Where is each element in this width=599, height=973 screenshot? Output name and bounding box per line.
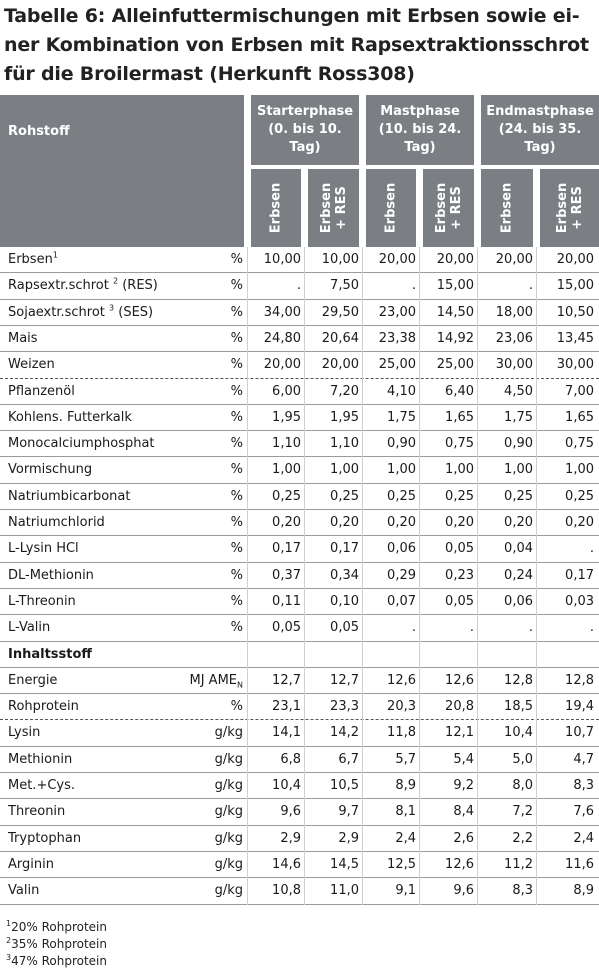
column-divider [362,247,363,905]
row-unit: % [230,278,243,294]
table-cell: 0,90 [504,436,533,452]
table-cell: 7,00 [565,383,594,399]
row-unit: g/kg [214,725,243,741]
table-cell: 20,00 [321,357,359,373]
table-cell: 10,4 [504,725,533,741]
table-cell: 14,50 [436,304,474,320]
table-header [0,95,599,247]
table-cell: 1,65 [445,409,474,425]
table-row [0,589,599,615]
table-cell: 0,04 [504,541,533,557]
row-unit: % [230,330,243,346]
table-cell: 0,05 [272,620,301,636]
table-cell: 0,25 [504,488,533,504]
table-cell: 0,29 [387,567,416,583]
table-cell: 9,7 [338,804,359,820]
table-cell: 12,8 [504,672,533,688]
table-cell: 8,9 [573,883,594,899]
table-cell: . [411,620,416,636]
table-cell: 12,5 [387,856,416,872]
header-sub-erbsen: Erbsen [481,169,533,247]
table-row [0,773,599,799]
row-unit: % [230,462,243,478]
table-cell: . [528,278,533,294]
table-cell: 10,00 [263,252,301,267]
row-label: Arginin [8,856,54,872]
row-unit: g/kg [214,804,243,820]
header-phase-line: Mastphase [380,104,460,119]
table-cell: 4,10 [387,383,416,399]
header-sub-erbsen: Erbsen [366,169,416,247]
table-cell: 20,8 [445,699,474,715]
table-cell: 15,00 [436,278,474,294]
table-cell: 20,00 [378,252,416,267]
header-phase-starter [251,95,359,165]
header-sub-erbsen-res: Erbsen + RES [540,169,599,247]
table-cell: 23,1 [272,699,301,715]
table-cell: 0,06 [504,593,533,609]
table-cell: 11,6 [565,856,594,872]
header-phase-mast [366,95,474,165]
table-cell: 2,4 [395,830,416,846]
row-unit: % [230,620,243,636]
row-label: Lysin [8,725,41,741]
table-row [0,300,599,326]
row-label: Methionin [8,751,73,767]
table-row [0,379,599,405]
table-cell: 5,4 [453,751,474,767]
table-cell: . [296,278,301,294]
table-cell: 12,6 [445,856,474,872]
table-cell: 10,7 [565,725,594,741]
table-cell: 7,20 [330,383,359,399]
table-cell: 19,4 [565,699,594,715]
table-cell: 12,8 [565,672,594,688]
table-row [0,799,599,825]
header-phase-line: (24. bis 35. [498,122,582,137]
row-label: Pflanzenöl [8,383,75,399]
table-row [0,694,599,720]
table-cell: 9,2 [453,778,474,793]
row-unit: g/kg [214,778,243,793]
table-row [0,536,599,562]
table-row [0,326,599,352]
table-cell: 1,00 [272,462,301,478]
table-cell: 1,65 [565,409,594,425]
table-cell: 0,25 [330,488,359,504]
header-rohstoff [0,95,244,247]
section-heading [0,642,599,668]
table-cell: 11,2 [504,856,533,872]
table-cell: 20,00 [263,357,301,373]
table-cell: 12,7 [330,672,359,688]
table-cell: 23,3 [330,699,359,715]
table-cell: 0,90 [387,436,416,452]
table-cell: . [411,278,416,294]
table-cell: 2,4 [573,830,594,846]
table-cell: 1,95 [330,409,359,425]
table-cell: . [589,620,594,636]
table-cell: 20,00 [556,252,594,267]
table-cell: 10,00 [321,252,359,267]
table-cell: 2,9 [280,830,301,846]
row-unit: % [230,383,243,399]
table-cell: 8,3 [573,778,594,793]
table-cell: 0,20 [387,515,416,530]
row-unit: % [230,541,243,557]
row-label: Energie [8,672,58,688]
table-cell: 0,11 [272,593,301,609]
table-cell: 0,20 [330,515,359,530]
table-cell: 14,5 [330,856,359,872]
table-row [0,826,599,852]
table-cell: 34,00 [263,304,301,320]
row-label: Tryptophan [8,830,82,846]
table-cell: 0,17 [330,541,359,557]
row-label: Sojaextr.schrot $^3$ (SES) [8,303,154,320]
table-cell: 0,23 [445,567,474,583]
table-cell: 2,2 [512,830,533,846]
table-cell: 10,8 [272,883,301,899]
table-row [0,247,599,273]
column-divider [477,247,478,905]
table-row [0,668,599,694]
table-cell: 7,50 [330,278,359,294]
table-cell: 0,25 [445,488,474,504]
row-unit: % [230,409,243,425]
row-label: Natriumchlorid [8,515,105,530]
row-unit: % [230,567,243,583]
table-row [0,563,599,589]
table-cell: 5,0 [512,751,533,767]
header-phase-line: Starterphase [256,104,354,119]
table-row [0,510,599,536]
header-sub-erbsen-res: Erbsen + RES [308,169,359,247]
table-cell: 20,00 [436,252,474,267]
table-cell: 1,00 [387,462,416,478]
table-cell: 8,4 [453,804,474,820]
table-cell: 2,9 [338,830,359,846]
table-cell: 11,0 [330,883,359,899]
table-row [0,747,599,773]
table-cell: 30,00 [556,357,594,373]
row-label: Monocalciumphosphat [8,436,155,452]
table-cell: 25,00 [378,357,416,373]
table-cell: 6,40 [445,383,474,399]
row-unit: g/kg [214,883,243,899]
table-cell: 12,6 [387,672,416,688]
table-cell: 8,1 [395,804,416,820]
table-cell: 11,8 [387,725,416,741]
table-row [0,431,599,457]
row-label: Rohprotein [8,699,79,715]
table-row [0,878,599,904]
row-unit: % [230,436,243,452]
table-row [0,615,599,641]
row-unit: g/kg [214,751,243,767]
table-cell: 0,75 [445,436,474,452]
table-title-line: für die Broilermast (Herkunft Ross308) [4,63,415,85]
table-cell: 1,10 [272,436,301,452]
table-cell: 6,8 [280,751,301,767]
table-row [0,852,599,878]
table-cell: 10,4 [272,778,301,793]
table-cell: 9,1 [395,883,416,899]
table-cell: 10,50 [556,304,594,320]
table-cell: 1,10 [330,436,359,452]
table-title [4,2,596,89]
table-row [0,484,599,510]
row-label: DL-Methionin [8,567,94,583]
column-divider [247,247,248,905]
table-row [0,405,599,431]
row-label: L-Threonin [8,593,76,609]
table-cell: 12,7 [272,672,301,688]
table-cell: 1,00 [445,462,474,478]
header-phase-line: Endmastphase [486,104,594,119]
row-unit: % [230,488,243,504]
table-cell: 23,06 [495,330,533,346]
table-cell: 0,20 [565,515,594,530]
header-sub-erbsen: Erbsen [251,169,301,247]
table-cell: 10,5 [330,778,359,793]
table-cell: 20,00 [495,252,533,267]
table-cell: 0,03 [565,593,594,609]
table-cell: 14,2 [330,725,359,741]
table-row [0,720,599,746]
table-cell: 0,25 [387,488,416,504]
header-phase-endmast [481,95,599,165]
table-cell: 1,00 [330,462,359,478]
footnote: $^1$20% Rohprotein [6,918,107,934]
table-cell: 7,6 [573,804,594,820]
table-cell: 8,9 [395,778,416,793]
table-cell: 1,75 [504,409,533,425]
row-label: Mais [8,330,38,346]
table-cell: 0,20 [504,515,533,530]
table-cell: 6,00 [272,383,301,399]
table-cell: 1,00 [504,462,533,478]
row-unit: g/kg [214,830,243,846]
header-phase-line: (10. bis 24. [378,122,462,137]
table-cell: . [589,541,594,557]
row-separator [0,904,599,905]
table-cell: 0,05 [330,620,359,636]
table-cell: 0,25 [272,488,301,504]
table-cell: 18,00 [495,304,533,320]
footnote: $^3$47% Rohprotein [6,952,107,968]
row-unit: % [230,304,243,320]
table-cell: . [469,620,474,636]
table-row [0,457,599,483]
row-unit: % [230,515,243,530]
table-title-line: ner Kombination von Erbsen mit Rapsextraktionsschrot [4,34,589,56]
header-phase-line: Tag) [289,140,321,155]
table-cell: 0,05 [445,541,474,557]
row-unit: g/kg [214,856,243,872]
table-cell: 4,7 [573,751,594,767]
table-cell: 2,6 [453,830,474,846]
table-cell: 1,95 [272,409,301,425]
table-cell: 5,7 [395,751,416,767]
column-divider [419,247,420,905]
table-cell: 29,50 [321,304,359,320]
row-label: L-Lysin HCl [8,541,79,557]
table-cell: 0,20 [445,515,474,530]
table-title-line: Tabelle 6: Alleinfuttermischungen mit Erbsen sowie ei- [4,5,580,27]
row-unit: % [230,252,243,267]
table-cell: 4,50 [504,383,533,399]
row-label: Kohlens. Futterkalk [8,409,132,425]
section-heading-label: Inhaltsstoff [8,646,92,662]
table-cell: 23,38 [378,330,416,346]
table-cell: 20,64 [321,330,359,346]
footnote: $^2$35% Rohprotein [6,935,107,951]
table-cell: 20,3 [387,699,416,715]
table-row [0,352,599,378]
table-cell: 0,37 [272,567,301,583]
table-cell: 7,2 [512,804,533,820]
table-cell: 0,25 [565,488,594,504]
header-sub-erbsen-res: Erbsen + RES [423,169,474,247]
table-cell: 0,20 [272,515,301,530]
table-cell: 0,05 [445,593,474,609]
table-row [0,273,599,299]
table-cell: 12,6 [445,672,474,688]
column-divider [536,247,537,905]
row-label: Vormischung [8,462,93,478]
table-cell: 0,06 [387,541,416,557]
table-cell: 12,1 [445,725,474,741]
row-label: Valin [8,883,40,899]
table-cell: 6,7 [338,751,359,767]
table-cell: 9,6 [453,883,474,899]
table-cell: 0,24 [504,567,533,583]
table-cell: 0,07 [387,593,416,609]
row-label: Threonin [8,804,66,820]
table-cell: 0,34 [330,567,359,583]
table-cell: 9,6 [280,804,301,820]
table-cell: 14,92 [436,330,474,346]
table-cell: 24,80 [263,330,301,346]
row-unit: % [230,593,243,609]
column-divider [304,247,305,905]
row-unit: MJ $AME_N$ [189,672,243,690]
table-cell: 0,17 [565,567,594,583]
table-cell: 0,17 [272,541,301,557]
table-cell: 13,45 [556,330,594,346]
table-cell: 30,00 [495,357,533,373]
table-cell: 18,5 [504,699,533,715]
table-cell: 1,75 [387,409,416,425]
table-cell: 0,75 [565,436,594,452]
row-label: Weizen [8,357,55,373]
row-unit: % [230,699,243,715]
table-cell: 23,00 [378,304,416,320]
table-cell: 0,10 [330,593,359,609]
table-cell: 8,0 [512,778,533,793]
header-phase-line: (0. bis 10. [268,122,342,137]
table-cell: 8,3 [512,883,533,899]
row-unit: % [230,357,243,373]
row-label: Met.+Cys. [8,778,76,793]
row-label: Natriumbicarbonat [8,488,131,504]
row-label: Rapsextr.schrot $^2$ (RES) [8,276,158,294]
table-cell: 14,6 [272,856,301,872]
table-cell: 15,00 [556,278,594,294]
header-phase-line: Tag) [404,140,436,155]
table-cell: 25,00 [436,357,474,373]
header-rohstoff-label: Rohstoff [8,124,70,139]
table-cell: . [528,620,533,636]
header-phase-line: Tag) [524,140,556,155]
table-cell: 14,1 [272,725,301,741]
row-label: Erbsen$^1$ [8,250,58,267]
table-cell: 1,00 [565,462,594,478]
row-label: L-Valin [8,620,51,636]
